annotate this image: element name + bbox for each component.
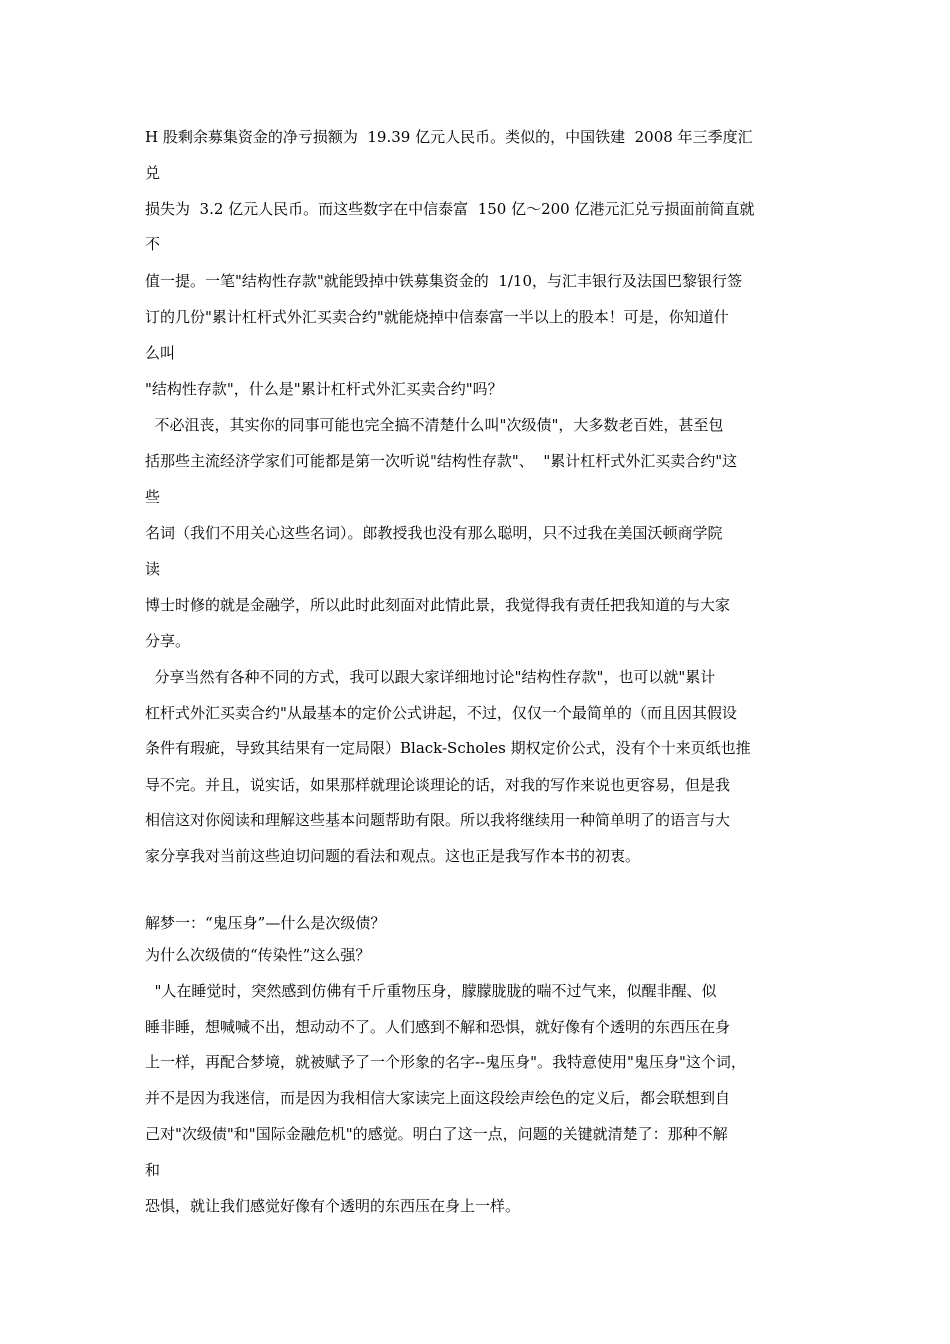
text-line: 和	[145, 1161, 161, 1179]
text-line: 括那些主流经济学家们可能都是第一次听说"结构性存款"、 "累计杠杆式外汇买卖合约"这	[145, 452, 738, 470]
text-line: 名词（我们不用关心这些名词）。郎教授我也没有那么聪明，只不过我在美国沃顿商学院	[145, 524, 723, 542]
text-line: "结构性存款"，什么是"累计杠杆式外汇买卖合约"吗？	[145, 380, 503, 398]
text-line: 损失为 3.2 亿元人民币。而这些数字在中信泰富 150 亿～200 亿港元汇兑亏损面前简直就	[145, 200, 755, 218]
text-line: 杠杆式外汇买卖合约"从最基本的定价公式讲起，不过，仅仅一个最简单的（而且因其假设	[145, 704, 737, 722]
text-line: 分享当然有各种不同的方式，我可以跟大家详细地讨论"结构性存款"，也可以就"累计	[145, 668, 716, 686]
text-line: 博士时修的就是金融学，所以此时此刻面对此情此景，我觉得我有责任把我知道的与大家	[145, 596, 731, 614]
text-line: 导不完。并且，说实话，如果那样就理论谈理论的话，对我的写作来说也更容易，但是我	[145, 776, 731, 794]
text-line: H 股剩余募集资金的净亏损额为 19.39 亿元人民币。类似的，中国铁建 2008 年三季度汇	[145, 128, 753, 146]
text-line: 条件有瑕疵，导致其结果有一定局限）Black-Scholes 期权定价公式，没有个十来页纸也推	[145, 739, 751, 757]
text-line: 订的几份"累计杠杆式外汇买卖合约"就能烧掉中信泰富一半以上的股本！可是，你知道什	[145, 308, 729, 326]
text-line: 不必沮丧，其实你的同事可能也完全搞不清楚什么叫"次级债"，大多数老百姓，甚至包	[145, 416, 724, 434]
text-line: 值一提。一笔"结构性存款"就能毁掉中铁募集资金的 1/10，与汇丰银行及法国巴黎银行签	[145, 272, 743, 290]
section-subheading: 为什么次级债的“传染性”这么强？	[145, 946, 371, 964]
text-line: 不	[145, 235, 161, 253]
text-line: 些	[145, 488, 161, 506]
text-line: 睡非睡，想喊喊不出，想动动不了。人们感到不解和恐惧，就好像有个透明的东西压在身	[145, 1018, 731, 1036]
text-line: 分享。	[145, 632, 191, 650]
text-line: 相信这对你阅读和理解这些基本问题帮助有限。所以我将继续用一种简单明了的语言与大	[145, 811, 731, 829]
text-line: 恐惧，就让我们感觉好像有个透明的东西压在身上一样。	[145, 1197, 521, 1215]
text-line: 己对"次级债"和"国际金融危机"的感觉。明白了这一点，问题的关键就清楚了：那种不解	[145, 1125, 728, 1143]
text-line: 上一样，再配合梦境，就被赋予了一个形象的名字--鬼压身"。我特意使用"鬼压身"这个词，	[145, 1053, 746, 1071]
text-line: 家分享我对当前这些迫切问题的看法和观点。这也正是我写作本书的初衷。	[145, 847, 641, 865]
section-heading: 解梦一：“鬼压身”—什么是次级债？	[145, 914, 386, 932]
text-line: "人在睡觉时，突然感到仿佛有千斤重物压身，朦朦胧胧的喘不过气来，似醒非醒、似	[145, 982, 717, 1000]
text-line: 读	[145, 560, 161, 578]
text-line: 兑	[145, 164, 161, 182]
text-line: 并不是因为我迷信，而是因为我相信大家读完上面这段绘声绘色的定义后，都会联想到自	[145, 1089, 731, 1107]
text-line: 么叫	[145, 344, 176, 362]
